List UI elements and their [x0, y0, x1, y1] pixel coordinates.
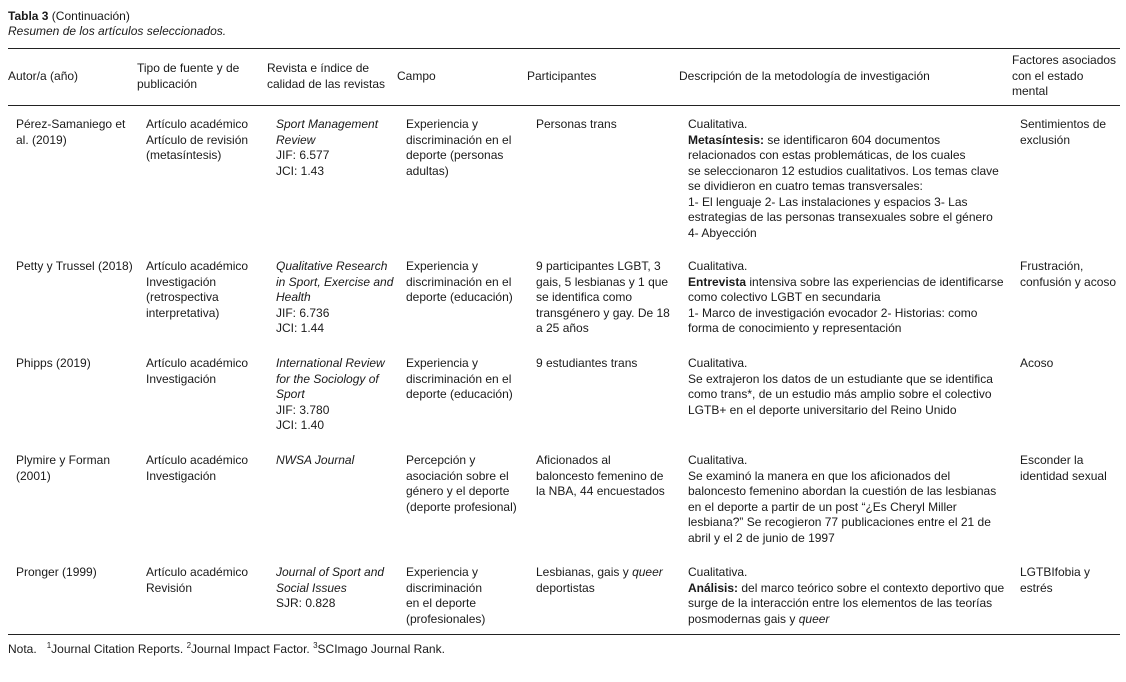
cell-text: SJR: 0.828: [276, 596, 336, 610]
cell-text: Plymire y Forman (2001): [16, 453, 111, 483]
cell-text: Análisis:: [688, 580, 739, 595]
table-cell: [406, 356, 524, 403]
table-cell: [406, 117, 524, 179]
column-header-label: Autor/a (año): [8, 68, 79, 83]
cell-text: Pérez-Samaniego et al. (2019): [16, 117, 126, 147]
cell-text: JIF: 3.780 JCI: 1.40: [276, 402, 330, 432]
table-cell: [16, 117, 134, 148]
footnote-number: 3: [313, 641, 318, 650]
footnote-number: 2: [186, 641, 192, 650]
table-cell: [276, 259, 394, 337]
table-cell: [536, 259, 671, 337]
cell-text: Pronger (1999): [16, 565, 97, 579]
cell-text: Cualitativa. Se examinó la manera en que los aficionados del baloncesto femenino abordan la cuestión de las lesbianas en el deporte a partir de un post “¿Es Cheryl Miller lesbiana?” Se recogieron 77 publicaciones entre el 21 de abril y el 2 de junio de 1997: [688, 453, 997, 545]
footnote-text: Journal Citation Reports.: [51, 642, 184, 656]
column-header-label: Tipo de fuente y de publicación: [137, 61, 240, 91]
footnote-text: Journal Impact Factor.: [191, 642, 310, 656]
table-cell: [276, 565, 394, 612]
cell-text: NWSA Journal: [276, 453, 355, 467]
table-cell: [276, 117, 394, 179]
table-cell: [16, 453, 134, 484]
table-cell: [146, 259, 264, 321]
column-header-label: Participantes: [527, 68, 597, 83]
cell-text: Percepción y asociación sobre el género y el deporte (deporte profesional): [406, 453, 517, 514]
table-cell: [146, 453, 264, 484]
table-cell: [688, 453, 1006, 546]
column-header: [8, 48, 128, 105]
table-cell: [536, 356, 671, 372]
table-cell: [146, 117, 264, 164]
cell-text: Acoso: [1020, 356, 1054, 370]
table-cell: [146, 356, 264, 387]
cell-text: Cualitativa.: [688, 259, 748, 273]
cell-text: Artículo académico Revisión: [146, 565, 249, 595]
cell-text: queer: [632, 565, 663, 579]
column-header: [679, 48, 999, 105]
cell-text: Experiencia y discriminación en el deporte (educación): [406, 356, 513, 401]
column-header: [137, 48, 259, 105]
cell-text: Cualitativa.: [688, 565, 748, 579]
column-header: [267, 48, 393, 105]
cell-text: Artículo académico Investigación (retrospectiva interpretativa): [146, 259, 249, 320]
column-header-label: Descripción de la metodología de investigación: [679, 68, 930, 83]
table-cell: [536, 453, 671, 500]
column-header: [1012, 48, 1120, 105]
cell-text: Experiencia y discriminación en el deporte (profesionales): [406, 565, 486, 626]
table-cell: [536, 565, 671, 596]
cell-text: Petty y Trussel (2018): [16, 259, 133, 273]
cell-text: Esconder la identidad sexual: [1020, 453, 1107, 483]
bottom-rule: [8, 634, 1120, 635]
table-cell: [688, 259, 1006, 337]
cell-text: Experiencia y discriminación en el deporte (personas adultas): [406, 117, 512, 178]
table-label: Tabla 3: [8, 9, 49, 23]
table-subtitle: Resumen de los artículos seleccionados.: [8, 24, 227, 38]
cell-text: Metasíntesis:: [688, 132, 765, 147]
table-caption: [8, 9, 130, 25]
cell-text: se identificaron 604 documentos relacionados con estas problemáticas, de los cuales se seleccionaron 12 estudios cualitativos. Los temas clave se dividieron en cuatro temas transversales: 1- El lenguaje 2- Las instalaciones y espacios 3- Las estrategias de las personas transexuales sobre el género 4- Abyección: [688, 132, 999, 240]
column-header-label: Campo: [397, 68, 436, 83]
footnote-number: 1: [46, 641, 52, 650]
cell-text: Aficionados al baloncesto femenino de la NBA, 44 encuestados: [536, 453, 665, 498]
cell-text: deportistas: [536, 580, 595, 595]
cell-text: del marco teórico sobre el contexto deportivo que surge de la interacción entre los elementos de las teorías posmodernas gais y: [688, 580, 1005, 626]
table-label-suffix: (Continuación): [48, 9, 130, 23]
cell-text: Lesbianas, gais y: [536, 565, 633, 579]
header-rule: [8, 105, 1120, 106]
table-cell: [276, 453, 394, 469]
cell-text: Artículo académico Investigación: [146, 356, 249, 386]
table-cell: [1020, 117, 1124, 148]
cell-text: Artículo académico Investigación: [146, 453, 249, 483]
table-cell: [16, 565, 134, 581]
cell-text: Cualitativa. Se extrajeron los datos de un estudiante que se identifica como trans*, de un estudio más amplio sobre el colectivo LGTB+ en el deporte universitario del Reino Unido: [688, 356, 993, 417]
cell-text: Sport Management Review: [276, 117, 379, 147]
table-cell: [406, 565, 524, 627]
cell-text: 9 estudiantes trans: [536, 356, 638, 370]
table-cell: [536, 117, 671, 133]
table-cell: [16, 356, 134, 372]
table-cell: [1020, 356, 1124, 372]
cell-text: Entrevista: [688, 274, 747, 289]
table-cell: [406, 453, 524, 515]
cell-text: Artículo académico Artículo de revisión (metasíntesis): [146, 117, 249, 162]
note-label: Nota.: [8, 642, 37, 656]
cell-text: Journal of Sport and Social Issues: [276, 565, 385, 595]
table-cell: [406, 259, 524, 306]
cell-text: queer: [798, 611, 830, 626]
cell-text: intensiva sobre las experiencias de identificarse como colectivo LGBT en secundaria 1- Marco de investigación evocador 2- Historias: como forma de conocimiento y representación: [688, 274, 1004, 335]
table-cell: [276, 356, 394, 434]
table-cell: [1020, 259, 1124, 290]
table-note: [8, 642, 445, 658]
table-cell: [1020, 565, 1124, 596]
footnote-text: SCImago Journal Rank.: [317, 642, 445, 656]
cell-text: LGTBIfobia y estrés: [1020, 565, 1091, 595]
cell-text: Qualitative Research in Sport, Exercise and Health: [276, 259, 394, 304]
cell-text: Phipps (2019): [16, 356, 91, 370]
cell-text: International Review for the Sociology of Sport: [276, 356, 385, 401]
cell-text: Frustración, confusión y acoso: [1020, 259, 1117, 289]
table-header: [0, 48, 1126, 105]
cell-text: 9 participantes LGBT, 3 gais, 5 lesbianas y 1 que se identifica como transgénero y gay. De 18 a 25 años: [536, 259, 670, 335]
column-header-label: Factores asociados con el estado mental: [1012, 53, 1117, 99]
cell-text: Experiencia y discriminación en el deporte (educación): [406, 259, 513, 304]
column-header: [397, 48, 521, 105]
cell-text: Sentimientos de exclusión: [1020, 117, 1107, 147]
cell-text: Cualitativa.: [688, 117, 748, 131]
cell-text: Personas trans: [536, 117, 617, 131]
table-cell: [1020, 453, 1124, 484]
cell-text: JIF: 6.736 JCI: 1.44: [276, 305, 330, 335]
column-header: [527, 48, 667, 105]
table-cell: [688, 356, 1006, 418]
table-cell: [688, 117, 1006, 241]
table-cell: [16, 259, 134, 275]
table-cell: [688, 565, 1006, 627]
table-cell: [146, 565, 264, 596]
cell-text: JIF: 6.577 JCI: 1.43: [276, 148, 330, 178]
column-header-label: Revista e índice de calidad de las revistas: [267, 61, 386, 91]
